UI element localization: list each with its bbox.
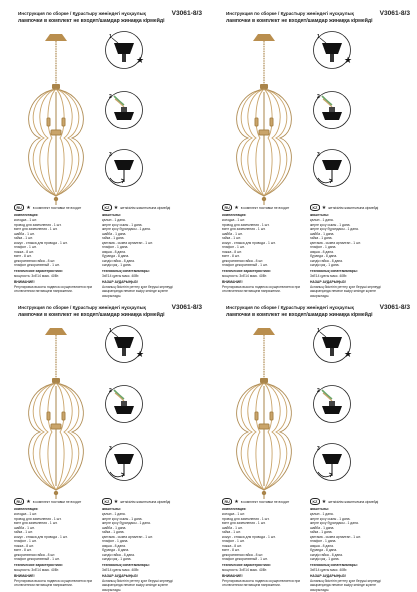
list-item: қалып - 1 дана.	[310, 218, 394, 223]
list-item: ножка - 8 шт.	[14, 250, 98, 255]
step-2-number: 2	[317, 388, 320, 394]
step-2-illustration	[104, 384, 144, 424]
kz-warn-text: Аспаның биіктігін реттеу қуат беруші кернеуді ажыратқанда немесе өшіру кезінде жүзеге асырылады.	[310, 285, 394, 299]
step-1-illustration	[104, 324, 144, 364]
kz-note	[102, 204, 170, 211]
kz-note	[102, 498, 170, 505]
list-item: шайба - 1 дана.	[102, 232, 186, 237]
step-1-number: 1	[109, 34, 112, 40]
step-3-illustration	[104, 148, 144, 188]
kz-kit-header: жиынтығы:	[102, 213, 186, 218]
step-3-number: 3	[109, 446, 112, 452]
kz-kit-list	[310, 218, 394, 268]
list-item: шайба - 1 шт.	[222, 526, 306, 531]
chandelier-illustration	[230, 32, 298, 206]
list-item: кожух - стяжка для провода - 1 шт.	[222, 241, 306, 246]
ru-kit-list	[14, 218, 98, 268]
ru-tech-value: мощность: 3xE14 макс. 40Вт.	[222, 274, 306, 279]
ru-column	[222, 506, 306, 588]
list-item: қаптама - сымға арналған - 1 шт.	[102, 535, 186, 540]
list-item: жерге қосу бұрандасы - 1 дана.	[102, 521, 186, 526]
ru-note-text: в комплект поставки не входит	[33, 500, 82, 504]
star-icon: ★	[26, 205, 30, 211]
kz-column	[102, 506, 186, 592]
kz-warn-header: НАЗАР АУДАРЫҢЫЗ!	[102, 280, 186, 285]
list-item: сәндік қақ - 1 дана.	[310, 263, 394, 268]
card-header	[18, 10, 202, 24]
kz-tech-header: техникалық сипаттамалары:	[102, 563, 186, 568]
list-item: провод для заземления - 1 шт.	[14, 517, 98, 522]
kz-tech-header: техникалық сипаттамалары:	[102, 269, 186, 274]
kz-column	[310, 212, 394, 298]
kz-note-text: жеткізілім жиынтығына кірмейді	[120, 206, 170, 210]
list-item: гайка - 1 дана.	[310, 236, 394, 241]
ru-tech-value: мощность: 3xE14 макс. 40Вт.	[14, 568, 98, 573]
star-icon: ★	[234, 205, 238, 211]
header-subtitle: лампочки в комплект не входят/шамдар жинаққа кірмейді	[18, 312, 202, 318]
list-item: гайка - 1 шт.	[14, 236, 98, 241]
ru-note-text: в комплект поставки не входит	[241, 500, 290, 504]
header-subtitle: лампочки в комплект не входят/шамдар жинаққа кірмейді	[226, 18, 410, 24]
instruction-card-2	[212, 6, 412, 294]
list-item: жерге қосу сымы - 1 дана.	[310, 223, 394, 228]
kz-kit-list	[102, 512, 186, 562]
list-item: бұранда - 8 дана.	[310, 548, 394, 553]
list-item: провод для заземления - 1 шт.	[222, 223, 306, 228]
list-item: ножка - 8 шт.	[222, 250, 306, 255]
ru-note	[14, 498, 81, 505]
list-item: колодка - 1 шт.	[222, 218, 306, 223]
list-item: колодка - 1 шт.	[222, 512, 306, 517]
kz-kit-header: жиынтығы:	[102, 507, 186, 512]
list-item: декоративная гайка - 8 шт.	[222, 259, 306, 264]
ru-kit-list	[222, 512, 306, 562]
step-1-number: 1	[109, 328, 112, 334]
step-2-number: 2	[109, 388, 112, 394]
ru-column	[14, 506, 98, 588]
list-item: сәндік гайка - 8 дана.	[310, 553, 394, 558]
header-model: V3061-8/3	[380, 304, 410, 311]
star-icon: ★	[114, 205, 118, 211]
list-item: сәндік қақ - 1 дана.	[102, 263, 186, 268]
step-3-illustration	[104, 442, 144, 482]
list-item: плафон декоративный - 1 шт.	[14, 557, 98, 562]
list-item: винт для заземления - 1 шт.	[14, 521, 98, 526]
list-item: гайка - 1 дана.	[310, 530, 394, 535]
list-item: декоративная гайка - 8 шт.	[14, 259, 98, 264]
list-item: ножка - 8 шт.	[222, 544, 306, 549]
list-item: плафон - 1 шт.	[14, 539, 98, 544]
kz-tech-value: 3xE14 қуаты макс. 40Вт.	[102, 568, 186, 573]
list-item: сәндік қақ - 1 дана.	[310, 557, 394, 562]
lamp-canopy	[45, 328, 67, 335]
header-subtitle: лампочки в комплект не входят/шамдар жинаққа кірмейді	[226, 312, 410, 318]
list-item: провод для заземления - 1 шт.	[222, 517, 306, 522]
step-2-illustration	[312, 384, 352, 424]
kz-warn-header: НАЗАР АУДАРЫҢЫЗ!	[310, 280, 394, 285]
step-1-star: ★	[136, 55, 144, 65]
list-item: сәндік гайка - 8 дана.	[102, 259, 186, 264]
lamp-top-cap	[52, 378, 60, 383]
assembly-steps	[100, 322, 148, 502]
ru-flag: RU	[222, 498, 232, 505]
ru-kit-header: комплектация:	[14, 213, 98, 218]
list-item: плафон - 1 дана.	[102, 539, 186, 544]
ru-kit-list	[14, 512, 98, 562]
step-1-illustration	[104, 30, 144, 70]
instruction-card-4	[212, 300, 412, 588]
list-item: сәндік гайка - 8 дана.	[310, 259, 394, 264]
ru-flag: RU	[14, 204, 24, 211]
chandelier-illustration	[22, 32, 90, 206]
header-model: V3061-8/3	[172, 10, 202, 17]
ru-tech-value: мощность: 3xE14 макс. 40Вт.	[14, 274, 98, 279]
list-item: кожух - стяжка для провода - 1 шт.	[14, 535, 98, 540]
star-icon: ★	[234, 499, 238, 505]
kz-note-text: жеткізілім жиынтығына кірмейді	[328, 206, 378, 210]
list-item: шайба - 1 шт.	[222, 232, 306, 237]
list-item: кожух - стяжка для провода - 1 шт.	[14, 241, 98, 246]
list-item: плафон декоративный - 1 шт.	[222, 263, 306, 268]
list-item: декоративная гайка - 8 шт.	[14, 553, 98, 558]
list-item: жерге қосу бұрандасы - 1 дана.	[310, 227, 394, 232]
ru-tech-header: технические характеристики:	[14, 563, 98, 568]
kz-warn-text: Аспаның биіктігін реттеу қуат беруші кернеуді ажыратқанда немесе өшіру кезінде жүзеге асырылады.	[310, 579, 394, 592]
step-1-number: 1	[317, 34, 320, 40]
list-item: гайка - 1 дана.	[102, 236, 186, 241]
card-header	[18, 304, 202, 318]
step-3-number: 3	[317, 446, 320, 452]
kz-kit-list	[102, 218, 186, 268]
list-item: плафон декоративный - 1 шт.	[14, 263, 98, 268]
step-2-number: 2	[317, 94, 320, 100]
header-title: Инструкция по сборке / Құрастыру жөніндегі нұсқаулық	[226, 11, 354, 16]
step-1-number: 1	[317, 328, 320, 334]
header-title: Инструкция по сборке / Құрастыру жөніндегі нұсқаулық	[18, 305, 146, 310]
list-item: қалып - 1 дана.	[310, 512, 394, 517]
list-item: гайка - 1 шт.	[14, 530, 98, 535]
instruction-card-1	[4, 6, 204, 294]
list-item: жерге қосу сымы - 1 дана.	[310, 517, 394, 522]
ru-warn-text: Регулировка высоты подвеса осуществляется при отключенном питающем напряжении.	[222, 285, 306, 294]
list-item: плафон - 1 дана.	[310, 245, 394, 250]
list-item: плафон декоративный - 1 шт.	[222, 557, 306, 562]
ru-kit-header: комплектация:	[14, 507, 98, 512]
kz-tech-header: техникалық сипаттамалары:	[310, 563, 394, 568]
ru-kit-list	[222, 218, 306, 268]
list-item: шайба - 1 шт.	[14, 526, 98, 531]
kz-warn-header: НАЗАР АУДАРЫҢЫЗ!	[102, 574, 186, 579]
ru-warn-text: Регулировка высоты подвеса осуществляется при отключенном питающем напряжении.	[222, 579, 306, 588]
kz-flag: KZ	[310, 204, 320, 211]
ru-note-text: в комплект поставки не входит	[33, 206, 82, 210]
list-item: винт - 8 шт.	[222, 548, 306, 553]
lamp-bottom-finial	[54, 491, 58, 495]
kz-note-text: жеткізілім жиынтығына кірмейді	[328, 500, 378, 504]
kz-note-text: жеткізілім жиынтығына кірмейді	[120, 500, 170, 504]
lamp-canopy	[45, 34, 67, 41]
star-icon: ★	[114, 499, 118, 505]
ru-tech-header: технические характеристики:	[222, 563, 306, 568]
list-item: шайба - 1 дана.	[310, 232, 394, 237]
ru-note	[14, 204, 81, 211]
assembly-steps	[308, 322, 356, 502]
kz-tech-value: 3xE14 қуаты макс. 40Вт.	[310, 274, 394, 279]
ru-flag: RU	[222, 204, 232, 211]
list-item: винт для заземления - 1 шт.	[14, 227, 98, 232]
ru-note	[222, 498, 289, 505]
step-1-star: ★	[344, 349, 352, 359]
step-1-star: ★	[344, 55, 352, 65]
list-item: плафон - 1 дана.	[310, 539, 394, 544]
ru-tech-header: технические характеристики:	[14, 269, 98, 274]
list-item: аяқша - 8 дана.	[310, 544, 394, 549]
assembly-steps	[308, 28, 356, 208]
list-item: шайба - 1 дана.	[310, 526, 394, 531]
header-title: Инструкция по сборке / Құрастыру жөніндегі нұсқаулық	[18, 11, 146, 16]
ru-warn-header: ВНИМАНИЕ!	[14, 574, 98, 579]
lamp-bottom-finial	[262, 491, 266, 495]
star-icon: ★	[26, 499, 30, 505]
list-item: кожух - стяжка для провода - 1 шт.	[222, 535, 306, 540]
step-3-illustration	[312, 148, 352, 188]
ru-warn-header: ВНИМАНИЕ!	[14, 280, 98, 285]
kz-column	[310, 506, 394, 592]
ru-tech-value: мощность: 3xE14 макс. 40Вт.	[222, 568, 306, 573]
list-item: винт для заземления - 1 шт.	[222, 521, 306, 526]
kz-kit-header: жиынтығы:	[310, 507, 394, 512]
list-item: плафон - 1 шт.	[222, 539, 306, 544]
step-1-illustration	[312, 324, 352, 364]
list-item: провод для заземления - 1 шт.	[14, 223, 98, 228]
lamp-top-cap	[52, 84, 60, 89]
kz-column	[102, 212, 186, 298]
kz-tech-value: 3xE14 қуаты макс. 40Вт.	[102, 274, 186, 279]
kz-flag: KZ	[102, 204, 112, 211]
list-item: декоративная гайка - 8 шт.	[222, 553, 306, 558]
ru-note-text: в комплект поставки не входит	[241, 206, 290, 210]
lamp-top-cap	[260, 84, 268, 89]
instruction-card-3	[4, 300, 204, 588]
card-header	[226, 10, 410, 24]
kz-tech-value: 3xE14 қуаты макс. 40Вт.	[310, 568, 394, 573]
ru-tech-header: технические характеристики:	[222, 269, 306, 274]
ru-note	[222, 204, 289, 211]
list-item: гайка - 1 шт.	[222, 530, 306, 535]
header-model: V3061-8/3	[172, 304, 202, 311]
step-3-number: 3	[317, 152, 320, 158]
list-item: плафон - 1 дана.	[102, 245, 186, 250]
kz-tech-header: техникалық сипаттамалары:	[310, 269, 394, 274]
card-header	[226, 304, 410, 318]
chandelier-illustration	[230, 326, 298, 500]
kz-note	[310, 498, 378, 505]
list-item: аяқша - 8 дана.	[102, 250, 186, 255]
list-item: жерге қосу сымы - 1 дана.	[102, 223, 186, 228]
list-item: винт - 8 шт.	[14, 548, 98, 553]
kz-flag: KZ	[102, 498, 112, 505]
list-item: қаптама - сымға арналған - 1 шт.	[102, 241, 186, 246]
kz-warn-text: Аспаның биіктігін реттеу қуат беруші кернеуді ажыратқанда немесе өшіру кезінде жүзеге асырылады.	[102, 285, 186, 299]
ru-warn-text: Регулировка высоты подвеса осуществляется при отключенном питающем напряжении.	[14, 285, 98, 294]
lamp-top-cap	[260, 378, 268, 383]
star-icon: ★	[322, 499, 326, 505]
list-item: қалып - 1 дана.	[102, 218, 186, 223]
step-2-illustration	[312, 90, 352, 130]
kz-flag: KZ	[310, 498, 320, 505]
ru-kit-header: комплектация:	[222, 213, 306, 218]
list-item: шайба - 1 дана.	[102, 526, 186, 531]
list-item: плафон - 1 шт.	[222, 245, 306, 250]
list-item: плафон - 1 шт.	[14, 245, 98, 250]
ru-column	[222, 212, 306, 294]
list-item: бұранда - 8 дана.	[102, 548, 186, 553]
list-item: бұранда - 8 дана.	[102, 254, 186, 259]
star-icon: ★	[322, 205, 326, 211]
list-item: қалып - 1 дана.	[102, 512, 186, 517]
list-item: винт - 8 шт.	[222, 254, 306, 259]
step-3-illustration	[312, 442, 352, 482]
list-item: қаптама - сымға арналған - 1 шт.	[310, 241, 394, 246]
header-subtitle: лампочки в комплект не входят/шамдар жинаққа кірмейді	[18, 18, 202, 24]
assembly-steps	[100, 28, 148, 208]
ru-kit-header: комплектация:	[222, 507, 306, 512]
list-item: жерге қосу бұрандасы - 1 дана.	[310, 521, 394, 526]
list-item: колодка - 1 шт.	[14, 218, 98, 223]
ru-warn-header: ВНИМАНИЕ!	[222, 574, 306, 579]
kz-warn-text: Аспаның биіктігін реттеу қуат беруші кернеуді ажыратқанда немесе өшіру кезінде жүзеге асырылады.	[102, 579, 186, 592]
list-item: шайба - 1 шт.	[14, 232, 98, 237]
header-title: Инструкция по сборке / Құрастыру жөніндегі нұсқаулық	[226, 305, 354, 310]
list-item: сәндік қақ - 1 дана.	[102, 557, 186, 562]
kz-note	[310, 204, 378, 211]
list-item: винт - 8 шт.	[14, 254, 98, 259]
list-item: аяқша - 8 дана.	[310, 250, 394, 255]
list-item: ножка - 8 шт.	[14, 544, 98, 549]
lamp-canopy	[253, 34, 275, 41]
list-item: колодка - 1 шт.	[14, 512, 98, 517]
step-1-star: ★	[136, 349, 144, 359]
ru-column	[14, 212, 98, 294]
step-3-number: 3	[109, 152, 112, 158]
lamp-canopy	[253, 328, 275, 335]
list-item: сәндік гайка - 8 дана.	[102, 553, 186, 558]
list-item: гайка - 1 шт.	[222, 236, 306, 241]
lamp-bottom-finial	[262, 197, 266, 201]
list-item: жерге қосу бұрандасы - 1 дана.	[102, 227, 186, 232]
list-item: жерге қосу сымы - 1 дана.	[102, 517, 186, 522]
step-1-illustration	[312, 30, 352, 70]
chandelier-illustration	[22, 326, 90, 500]
kz-warn-header: НАЗАР АУДАРЫҢЫЗ!	[310, 574, 394, 579]
ru-flag: RU	[14, 498, 24, 505]
kz-kit-list	[310, 512, 394, 562]
step-2-illustration	[104, 90, 144, 130]
kz-kit-header: жиынтығы:	[310, 213, 394, 218]
step-2-number: 2	[109, 94, 112, 100]
lamp-bottom-finial	[54, 197, 58, 201]
list-item: аяқша - 8 дана.	[102, 544, 186, 549]
list-item: қаптама - сымға арналған - 1 шт.	[310, 535, 394, 540]
ru-warn-text: Регулировка высоты подвеса осуществляется при отключенном питающем напряжении.	[14, 579, 98, 588]
list-item: винт для заземления - 1 шт.	[222, 227, 306, 232]
list-item: бұранда - 8 дана.	[310, 254, 394, 259]
ru-warn-header: ВНИМАНИЕ!	[222, 280, 306, 285]
header-model: V3061-8/3	[380, 10, 410, 17]
list-item: гайка - 1 дана.	[102, 530, 186, 535]
